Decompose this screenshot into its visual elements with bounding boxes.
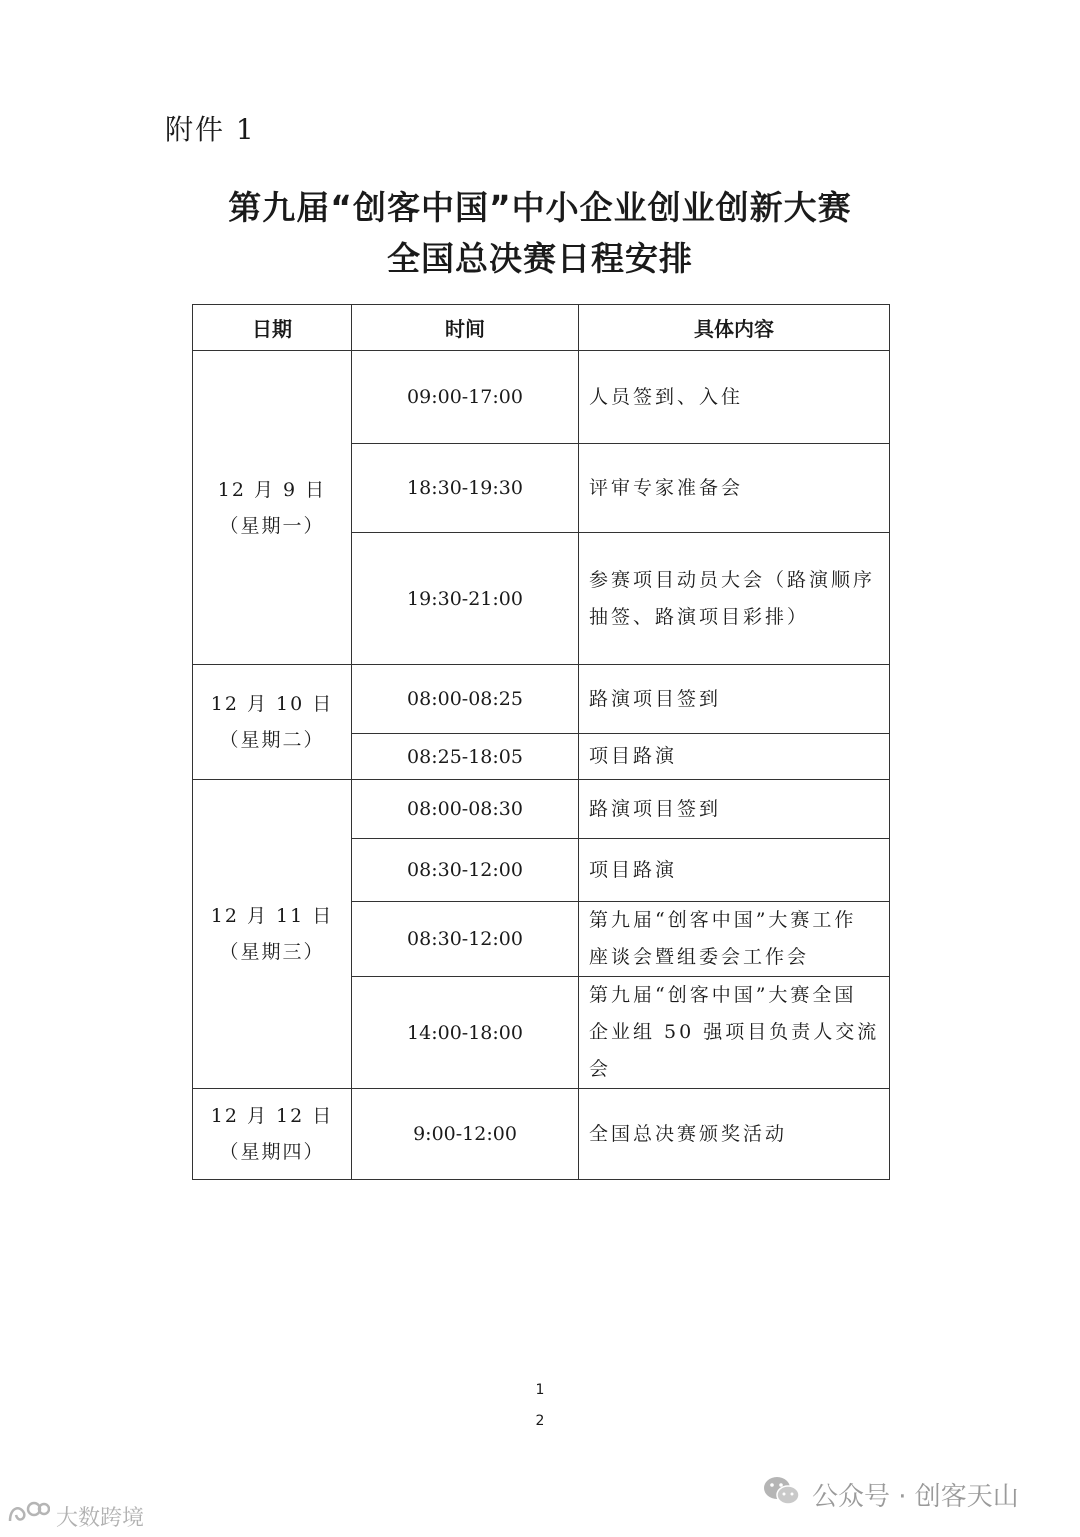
header-time: 时间 [352, 305, 579, 351]
schedule-table [192, 304, 890, 1180]
content-line: 参赛项目动员大会（路演顺序 [589, 568, 876, 591]
time-cell: 9:00-12:00 [352, 1089, 579, 1180]
content-cell: 路演项目签到 [579, 780, 890, 839]
weekday-text: （星期四） [219, 1141, 325, 1163]
table-row [193, 665, 890, 734]
brand-logo-icon [6, 1499, 50, 1533]
watermark-brand-text: 大数跨境 [56, 1505, 145, 1531]
content-line: 企业组 50 强项目负责人交流会 [589, 1021, 880, 1080]
page-number: 2 [535, 1413, 545, 1429]
table-header-row [193, 305, 890, 351]
time-cell: 14:00-18:00 [352, 977, 579, 1089]
content-line: 座谈会暨组委会工作会 [589, 946, 810, 968]
date-cell [193, 665, 352, 780]
content-line: 第九届“创客中国”大赛工作 [589, 909, 857, 931]
page-title: 第九届“创客中国”中小企业创业创新大赛 [228, 188, 852, 227]
content-line: 抽签、路演项目彩排） [589, 605, 810, 628]
time-cell: 08:00-08:30 [352, 780, 579, 839]
content-cell [579, 533, 890, 665]
content-line: 第九届“创客中国”大赛全国 [589, 984, 857, 1006]
date-text: 12 月 12 日 [210, 1105, 334, 1127]
content-cell: 路演项目签到 [579, 665, 890, 734]
header-date: 日期 [193, 305, 352, 351]
content-cell [579, 977, 890, 1089]
table-row [193, 1089, 890, 1180]
content-cell [579, 902, 890, 977]
time-cell: 08:25-18:05 [352, 734, 579, 780]
time-cell: 09:00-17:00 [352, 351, 579, 444]
date-cell [193, 1089, 352, 1180]
date-text: 12 月 10 日 [210, 693, 334, 715]
header-content: 具体内容 [579, 305, 890, 351]
page-subtitle: 全国总决赛日程安排 [387, 239, 693, 278]
weekday-text: （星期二） [219, 729, 325, 751]
attachment-label: 附件 1 [165, 113, 256, 146]
time-cell: 08:30-12:00 [352, 839, 579, 902]
date-text: 12 月 11 日 [210, 905, 334, 927]
content-cell: 评审专家准备会 [579, 444, 890, 533]
time-cell: 08:30-12:00 [352, 902, 579, 977]
date-cell [193, 351, 352, 665]
wechat-icon [762, 1474, 802, 1515]
date-cell [193, 780, 352, 1089]
watermark-account-text: 公众号 · 创客天山 [812, 1481, 1019, 1512]
watermark-account [762, 1474, 1019, 1514]
content-cell: 人员签到、入住 [579, 351, 890, 444]
weekday-text: （星期三） [219, 941, 325, 963]
table-row [193, 780, 890, 839]
weekday-text: （星期一） [219, 514, 325, 537]
content-cell: 项目路演 [579, 734, 890, 780]
date-text: 12 月 9 日 [217, 478, 327, 501]
table-row [193, 351, 890, 444]
watermark-brand [6, 1500, 144, 1532]
content-cell: 全国总决赛颁奖活动 [579, 1089, 890, 1180]
time-cell: 18:30-19:30 [352, 444, 579, 533]
time-cell: 08:00-08:25 [352, 665, 579, 734]
content-cell: 项目路演 [579, 839, 890, 902]
page-number: 1 [535, 1382, 545, 1398]
time-cell: 19:30-21:00 [352, 533, 579, 665]
